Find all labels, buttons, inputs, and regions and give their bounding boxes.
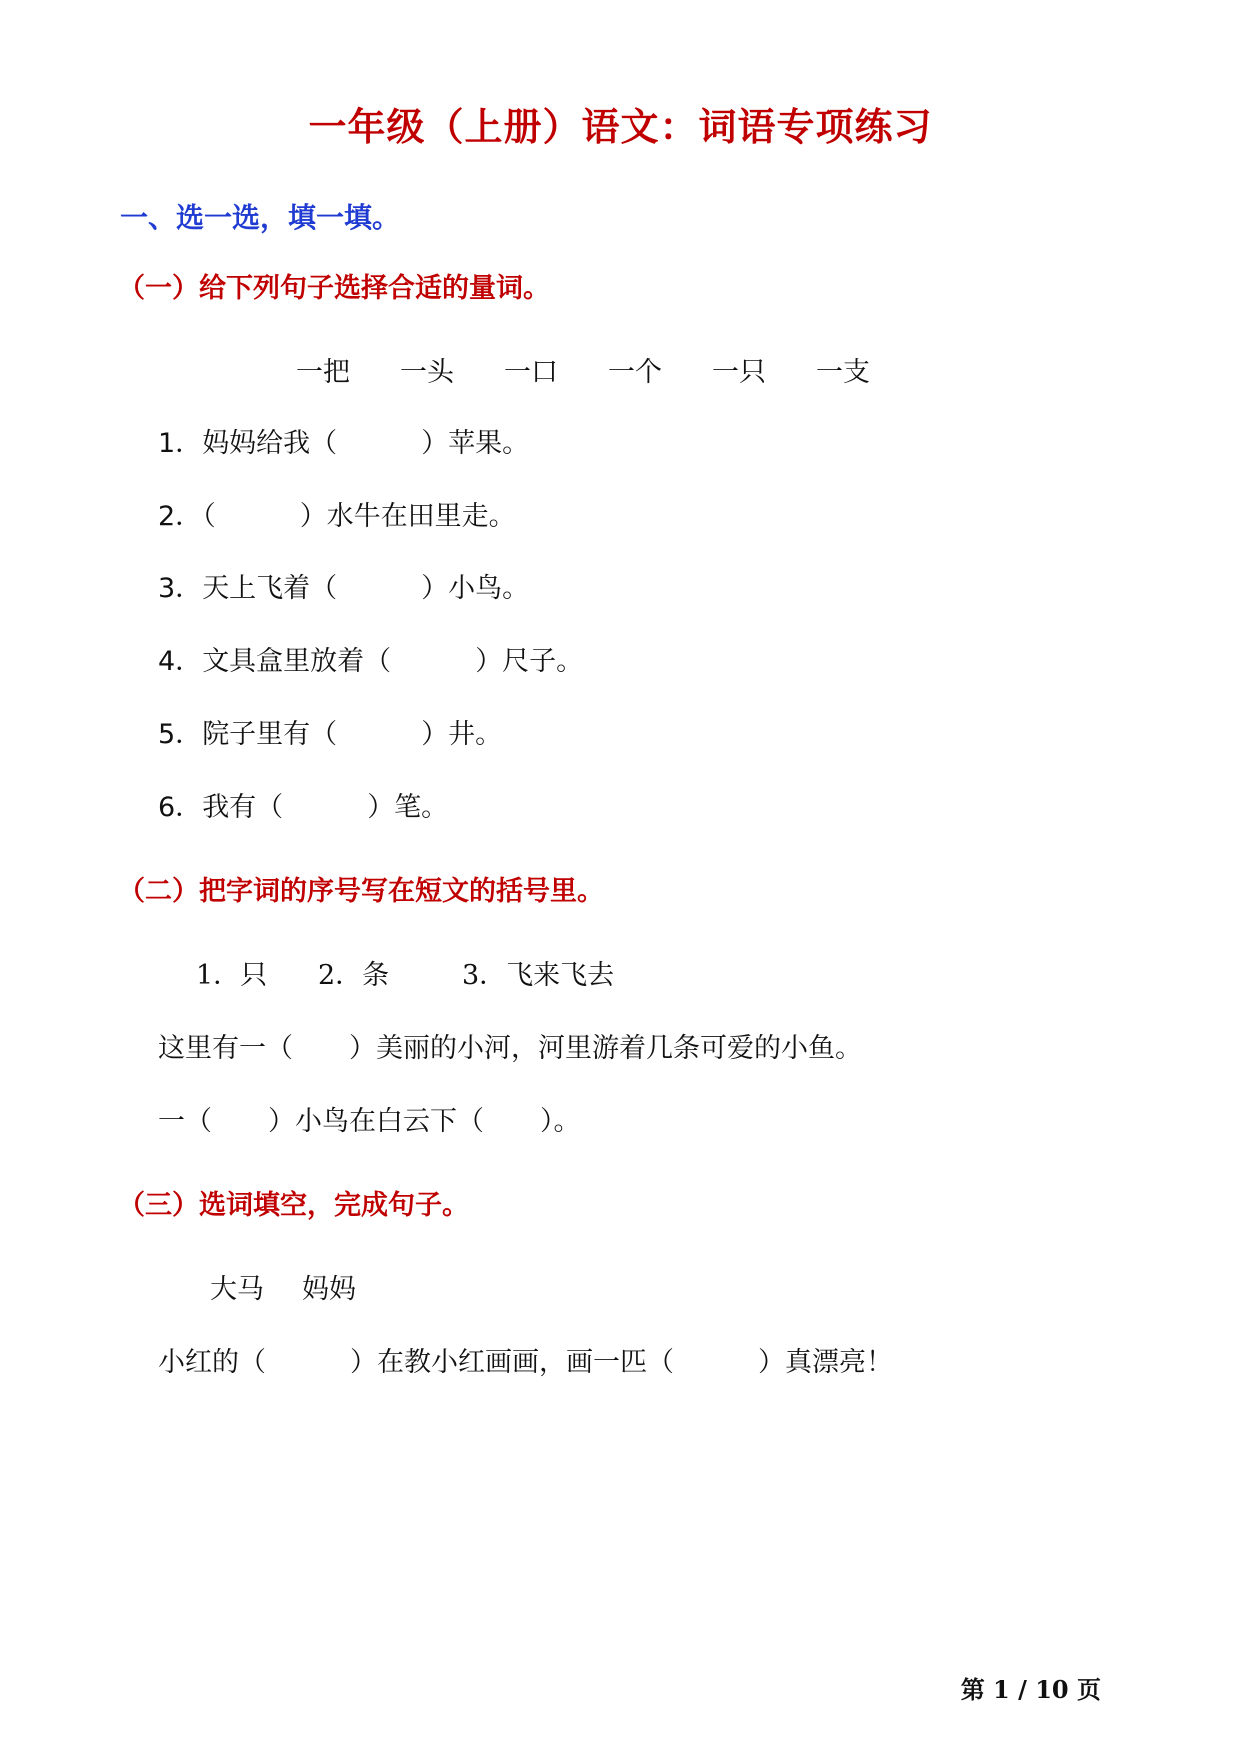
exercise-item: [158, 712, 502, 751]
item-text-before: 我有（: [202, 792, 284, 823]
passage-text-middle: ）在教小红画画，画一匹（: [350, 1347, 674, 1378]
word-option: 一把: [296, 357, 350, 388]
part1-heading: （一）给下列句子选择合适的量词。: [118, 273, 550, 304]
section-heading: 一、选一选，填一填。: [120, 201, 401, 234]
item-number: 2．: [158, 501, 203, 532]
item-text-after: ）苹果。: [421, 428, 530, 459]
word-option: 2．条: [318, 960, 390, 991]
item-text-after: ）笔。: [367, 792, 449, 823]
passage-line: [158, 1026, 862, 1065]
exercise-item: [158, 785, 448, 824]
item-number: 3．: [158, 573, 203, 604]
exercise-item: [158, 639, 583, 678]
passage-text-before: 一（: [158, 1106, 212, 1137]
passage-line: [158, 1099, 581, 1138]
item-text-before: （: [202, 501, 216, 532]
passage-text-after: ）。: [540, 1106, 581, 1137]
passage-line: [158, 1340, 893, 1379]
item-text-before: 妈妈给我（: [202, 428, 338, 459]
passage-text-middle: ）小鸟在白云下（: [268, 1106, 484, 1137]
passage-text-after: ）真漂亮！: [758, 1347, 893, 1378]
word-option: 一头: [400, 357, 454, 388]
part3-heading: （三）选词填空，完成句子。: [118, 1190, 469, 1221]
item-text-after: ）井。: [421, 719, 503, 750]
word-option: 一个: [608, 357, 662, 388]
word-option: 妈妈: [302, 1274, 356, 1305]
item-text-after: ）小鸟。: [421, 573, 530, 604]
page-number: 第 1 / 10 页: [960, 1675, 1101, 1704]
word-option: 一只: [712, 357, 766, 388]
item-number: 4．: [158, 646, 203, 677]
page-title: 一年级（上册）语文：词语专项练习: [308, 104, 933, 149]
item-text-after: ）尺子。: [475, 646, 584, 677]
item-number: 1．: [158, 428, 203, 459]
part2-heading: （二）把字词的序号写在短文的括号里。: [118, 876, 604, 907]
exercise-item: [158, 421, 529, 460]
exercise-item: [158, 566, 529, 605]
passage-text-after: ）美丽的小河，河里游着几条可爱的小鱼。: [349, 1033, 862, 1064]
item-text-before: 院子里有（: [202, 719, 338, 750]
word-option: 一口: [504, 357, 558, 388]
item-number: 5．: [158, 719, 203, 750]
word-option: 1．只: [196, 960, 268, 991]
word-option: 一支: [816, 357, 870, 388]
passage-text-before: 这里有一（: [158, 1033, 293, 1064]
item-text-after: ）水牛在田里走。: [299, 501, 516, 532]
passage-text-before: 小红的（: [158, 1347, 266, 1378]
word-option: 3．飞来飞去: [462, 960, 615, 991]
item-text-before: 文具盒里放着（: [202, 646, 392, 677]
item-text-before: 天上飞着（: [202, 573, 338, 604]
word-option: 大马: [210, 1274, 264, 1305]
exercise-item: [158, 494, 516, 533]
item-number: 6．: [158, 792, 203, 823]
